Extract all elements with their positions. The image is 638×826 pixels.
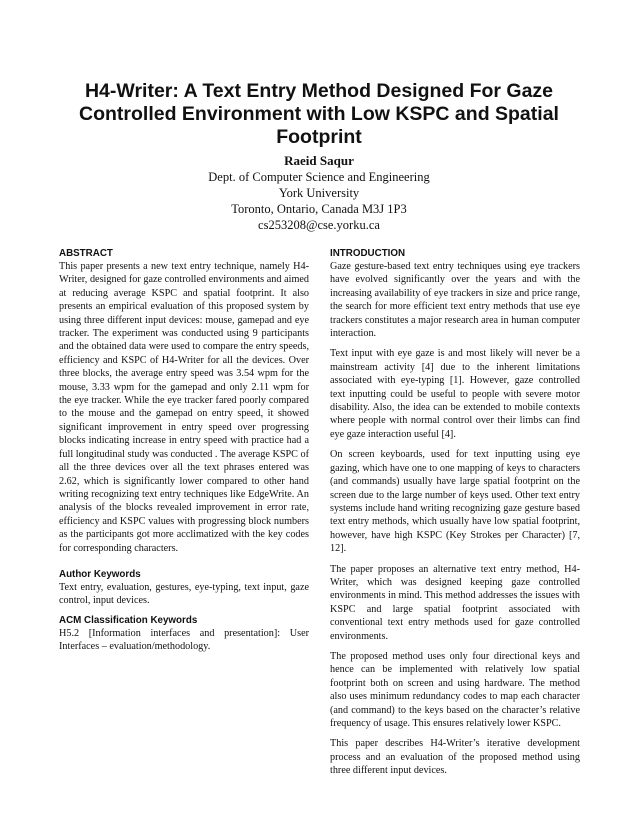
intro-paragraph: This paper describes H4-Writer’s iterative development process and an evaluation of the proposed method using three different input devices.	[330, 738, 580, 777]
paper-title: H4-Writer: A Text Entry Method Designed For Gaze Controlled Environment with Low KSPC and Spatial Footprint	[79, 80, 559, 148]
acm-heading: ACM Classification Keywords	[59, 614, 198, 626]
intro-paragraph: Gaze gesture-based text entry techniques using eye trackers have evolved significantly over the years and with the increasing availability of eye trackers in size and price range, the search for more efficient text entry methods that use eye trackers constitutes a major research area in human computer interaction.	[330, 261, 580, 340]
author-university: York University	[278, 186, 360, 200]
intro-paragraph: On screen keyboards, used for text inputting using eye gazing, which have one to one mapping of keys to characters (and commands) usually have large spatial footprint on the screen due to the large number of keys used. Other text entry systems include hand writing recognizing gaze gesture based text entry methods, which usually have low spatial footprint, however, have high KSPC (Key Strokes per Character) [7, 12].	[330, 449, 580, 555]
intro-paragraph: The paper proposes an alternative text entry method, H4-Writer, which was designed keeping gaze controlled environments in mind. This method addresses the issues with KSPC and large spatial footprint associated with conventional text entry methods used for gaze controlled environments.	[330, 563, 580, 642]
author-block	[100, 153, 538, 233]
introduction-heading: INTRODUCTION	[330, 248, 406, 259]
left-column	[59, 248, 309, 661]
author-keywords-heading: Author Keywords	[59, 568, 141, 580]
intro-paragraph: Text input with eye gaze is and most likely will never be a mainstream activity [4] due to the inherent limitations associated with eye-typing [1]. However, gaze controlled text inputting could be useful to people with severe motor disability. Also, the idea can be extended to mobile contexts where people with normal control over their limbs can find eye gaze interaction useful [4].	[330, 348, 580, 440]
author-name: Raeid Saqur	[284, 153, 354, 168]
author-dept: Dept. of Computer Science and Engineering	[208, 170, 430, 184]
abstract-heading: ABSTRACT	[59, 248, 113, 259]
author-keywords-text: Text entry, evaluation, gestures, eye-typing, text input, gaze control, input devices.	[59, 581, 309, 607]
intro-paragraph: The proposed method uses only four directional keys and hence can be implemented with relatively low spatial footprint both on screen and using hardware. The method also uses minimum redundancy codes to map each character (and command) to the keys based on the character’s relative frequency of usage. This ensures relatively lower KSPC.	[330, 650, 580, 729]
abstract-text: This paper presents a new text entry technique, namely H4-Writer, designed for gaze controlled environments and aimed at reducing average KSPC and spatial footprint. It also presents an empirical evaluation of this proposed system by using three different input devices: mouse, gamepad and eye tracker. The experiment was conducted using 9 participants and the obtained data were used to compare the entry speeds, efficiency and KSPC of H4-Writer for all the devices. Over three blocks, the average entry speed was 3.54 wpm for the mouse, 3.33 wpm for the gamepad and only 2.11 wpm for the eye tracker. While the eye tracker fared poorly compared to the mouse and the gamepad on entry speed, it showed significant improvement in entry speed over progressing blocks indicating increase in entry speed with practice had a full longitudinal study was conducted . The average KSPC of all the three devices over all the text phrases entered was 2.62, which is significantly lower compared to other hand writing recognizing text entry techniques like EdgeWrite. An analysis of the blocks revealed improvement in error rate, efficiency and KSPC values with progressing block numbers as the participants got more acclimatized with the key codes for corresponding characters.	[59, 261, 309, 554]
acm-text: H5.2 [Information interfaces and presentation]: User Interfaces – evaluation/methodology.	[59, 627, 309, 653]
right-column	[330, 248, 580, 785]
author-email: cs253208@cse.yorku.ca	[258, 218, 380, 232]
author-address: Toronto, Ontario, Canada M3J 1P3	[231, 202, 407, 216]
